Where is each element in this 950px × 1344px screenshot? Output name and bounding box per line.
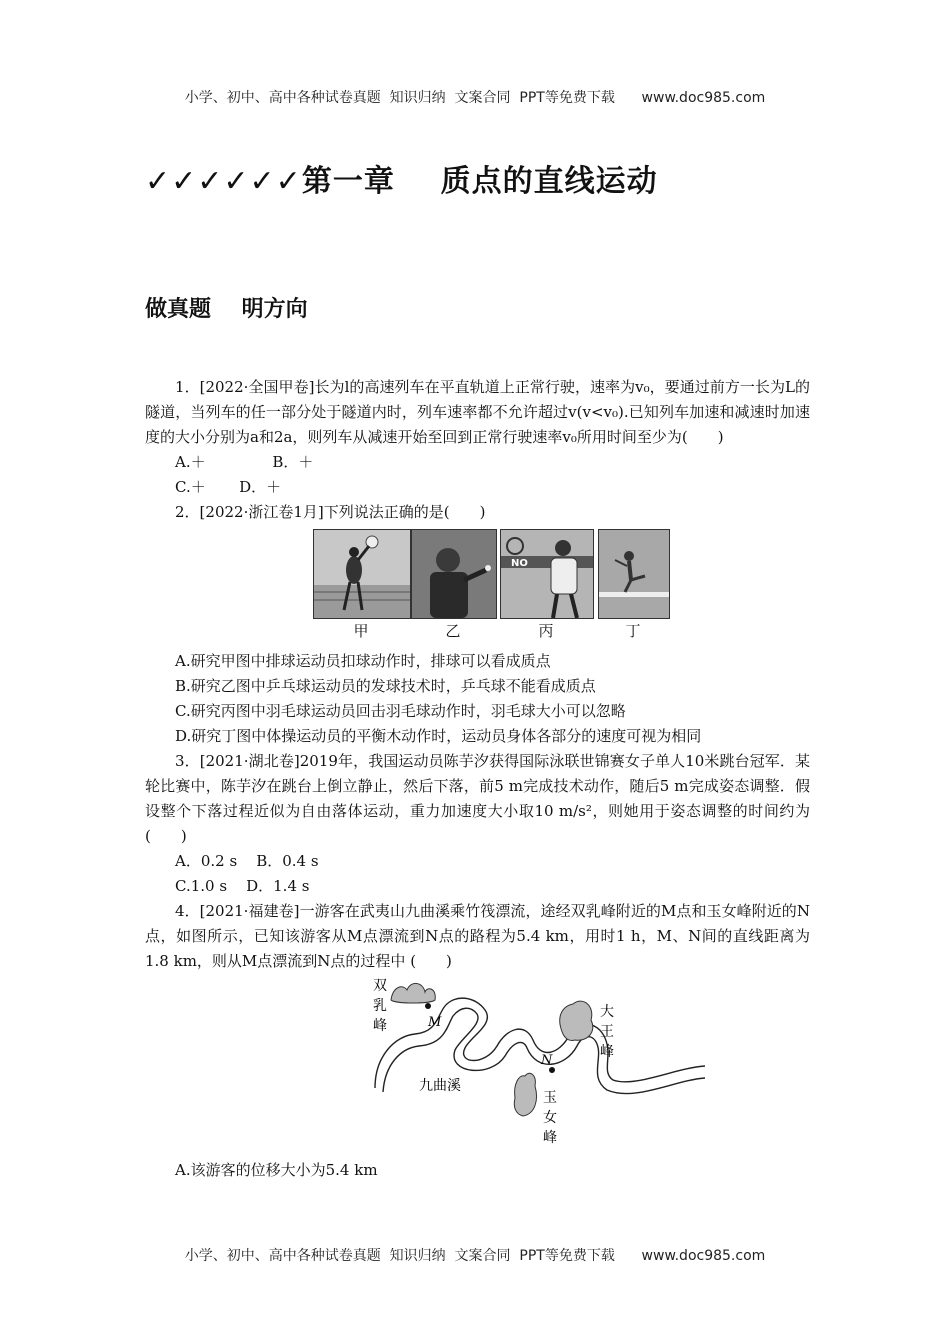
point-m-marker: [425, 1003, 431, 1009]
river-map: [145, 976, 810, 1156]
question-1-options-cd: C.＋ D．＋: [175, 478, 282, 496]
peak-bottom-label-2: 女: [543, 1110, 557, 1126]
peak-left-label-2: 乳: [373, 998, 387, 1014]
peak-left-label-1: 双: [373, 978, 387, 994]
chapter-title: ✓✓✓✓✓✓第一章 质点的直线运动: [145, 164, 658, 199]
photo-label-jia: 甲: [353, 622, 369, 640]
river-label: 九曲溪: [419, 1078, 461, 1094]
peak-bottom-label-1: 玉: [543, 1090, 557, 1106]
photo-gymnastics: [598, 529, 670, 619]
question-2-text: 2．[2022·浙江卷1月]下列说法正确的是( ): [175, 503, 486, 521]
photo-label-ding: 丁: [625, 622, 641, 640]
photo-badminton: [500, 529, 594, 619]
river-map-figure: [145, 976, 810, 1156]
question-4-option-a: A.该游客的位移大小为5.4 km: [175, 1161, 378, 1179]
peak-right-label-2: 王: [600, 1024, 614, 1040]
question-content: [145, 375, 810, 1183]
peak-right-label-1: 大: [600, 1004, 614, 1020]
point-m-label: M: [428, 1015, 442, 1030]
question-3-options-ab: A．0.2 s B．0.4 s: [175, 852, 319, 870]
question-3-options-cd: C.1.0 s D．1.4 s: [175, 877, 310, 895]
point-n-label: N: [541, 1053, 553, 1068]
section-title: 做真题 明方向: [145, 297, 308, 322]
photo-volleyball: [313, 529, 411, 619]
page-footer: 小学、初中、高中各种试卷真题 知识归纳 文案合同 PPT等免费下载 www.doc985.com: [184, 1248, 766, 1264]
photo-label-yi: 乙: [445, 622, 461, 640]
peak-right-label-3: 峰: [600, 1044, 614, 1060]
question-2-option-d: D.研究丁图中体操运动员的平衡木动作时，运动员身体各部分的速度可视为相同: [175, 727, 702, 745]
sports-photo-figure: [145, 529, 810, 645]
page-header: 小学、初中、高中各种试卷真题 知识归纳 文案合同 PPT等免费下载 www.doc985.com: [184, 90, 766, 106]
question-1-options-ab: A.＋ B．＋: [175, 453, 314, 471]
question-1-text: 1．[2022·全国甲卷]长为l的高速列车在平直轨道上正常行驶，速率为v₀，要通过前方一长为L的隧道，当列车的任一部分处于隧道内时，列车速率都不允许超过v(v<v₀).已知列车加速和减速时加速度的大小分别为a和2a，则列车从减速开始至回到正常行驶速率v₀所用时间至少为( ): [145, 378, 810, 446]
question-2-option-a: A.研究甲图中排球运动员扣球动作时，排球可以看成质点: [175, 652, 551, 670]
photo-label-bing: 丙: [538, 622, 554, 640]
question-2-option-b: B.研究乙图中乒乓球运动员的发球技术时，乒乓球不能看成质点: [175, 677, 596, 695]
question-4-text: 4．[2021·福建卷]一游客在武夷山九曲溪乘竹筏漂流，途经双乳峰附近的M点和玉女峰附近的N点，如图所示，已知该游客从M点漂流到N点的路程为5.4 km，用时1 h，M、N间的直线距离为1.8 km，则从M点漂流到N点的过程中 ( ): [145, 902, 810, 970]
question-2-option-c: C.研究丙图中羽毛球运动员回击羽毛球动作时，羽毛球大小可以忽略: [175, 702, 626, 720]
photo-table-tennis: [411, 529, 497, 619]
question-3-text: 3．[2021·湖北卷]2019年，我国运动员陈芋汐获得国际泳联世锦赛女子单人10米跳台冠军．某轮比赛中，陈芋汐在跳台上倒立静止，然后下落，前5 m完成技术动作，随后5 m完成姿态调整．假设整个下落过程近似为自由落体运动，重力加速度大小取10 m/s²，则她用于姿态调整的时间约为( ): [145, 752, 810, 845]
peak-left-label-3: 峰: [373, 1018, 387, 1034]
photo-badminton-banner: NO: [511, 558, 528, 569]
peak-bottom-label-3: 峰: [543, 1130, 557, 1146]
